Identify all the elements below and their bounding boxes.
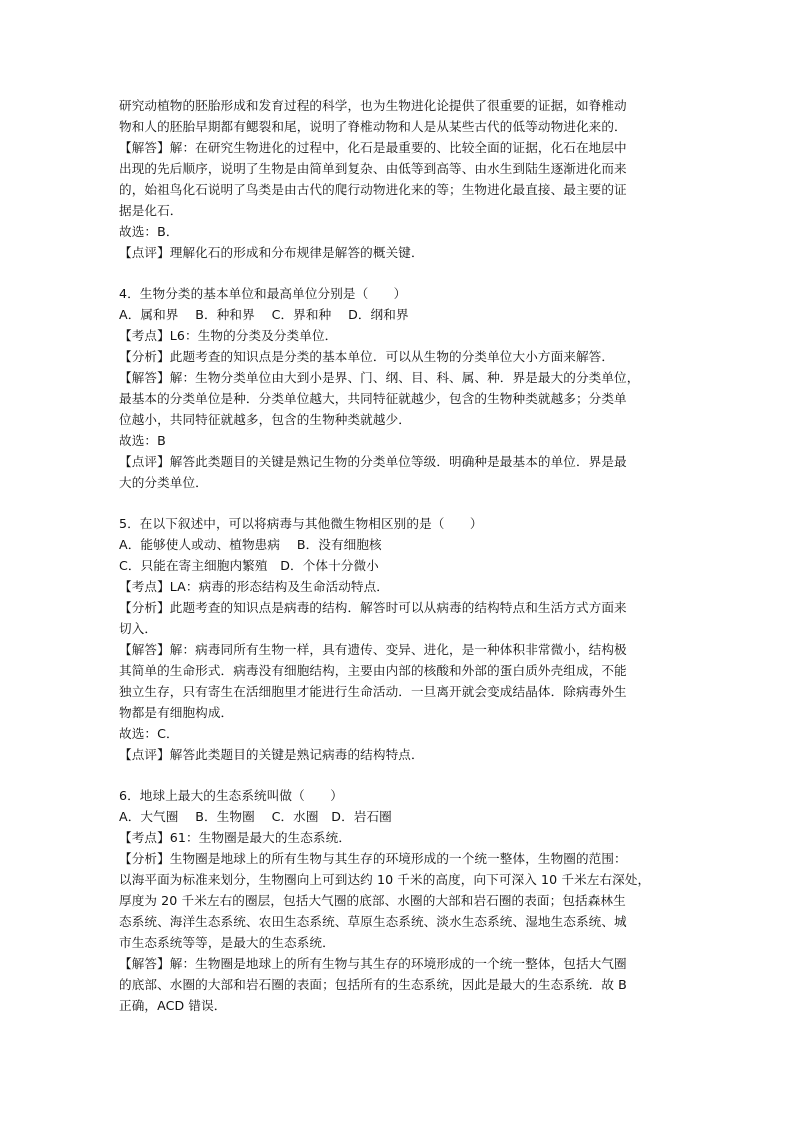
text-line: 市生态系统等等，是最大的生态系统．: [119, 935, 335, 950]
text-line: 最基本的分类单位是种．分类单位越大，共同特征就越少，包含的生物种类就越多；分类单: [119, 391, 627, 406]
text-line: 其简单的生命形式．病毒没有细胞结构，主要由内部的核酸和外部的蛋白质外壳组成，不能: [119, 663, 627, 678]
text-line: 【点评】解答此类题目的关键是熟记病毒的结构特点．: [119, 747, 424, 762]
text-line: 【点评】理解化石的形成和分布规律是解答的概关键．: [119, 245, 424, 260]
text-line: 出现的先后顺序，说明了生物是由简单到复杂、由低等到高等、由水生到陆生逐渐进化而来: [119, 161, 627, 176]
text-line: 切入．: [119, 621, 158, 636]
text-line: 位越小，共同特征就越多，包含的生物种类就越少．: [119, 412, 411, 427]
text-line: 【考点】61：生物圈是最大的生态系统．: [119, 830, 352, 845]
text-line: 物和人的胚胎早期都有鳃裂和尾，说明了脊椎动物和人是从某些古代的低等动物进化来的．: [119, 119, 627, 134]
text-line: 【解答】解：病毒同所有生物一样，具有遗传、变异、进化，是一种体积非常微小，结构极: [119, 642, 627, 657]
text-line: 以海平面为标准来划分，生物圈向上可到达约 10 千米的高度，向下可深入 10 千米左右深处，: [119, 872, 651, 887]
text-line: 正确，ACD 错误．: [119, 998, 227, 1013]
text-line: 大的分类单位．: [119, 475, 208, 490]
text-line: 6．地球上最大的生态系统叫做（ ）: [119, 788, 343, 803]
text-line: 物都是有细胞构成．: [119, 705, 234, 720]
text-line: 【分析】生物圈是地球上的所有生物与其生存的环境形成的一个统一整体，生物圈的范围：: [119, 851, 627, 866]
text-line: 故选：B．: [119, 224, 179, 239]
text-line: 研究动植物的胚胎形成和发育过程的科学，也为生物进化论提供了很重要的证据，如脊椎动: [119, 98, 627, 113]
text-line: 的底部、水圈的大部和岩石圈的表面；包括所有的生态系统，因此是最大的生态系统．故 B: [119, 977, 627, 992]
text-line: 【分析】此题考查的知识点是分类的基本单位．可以从生物的分类单位大小方面来解答．: [119, 349, 615, 364]
text-line: 【点评】解答此类题目的关键是熟记生物的分类单位等级．明确种是最基本的单位．界是最: [119, 454, 627, 469]
text-line: 的，始祖鸟化石说明了鸟类是由古代的爬行动物进化来的等；生物进化最直接、最主要的证: [119, 182, 627, 197]
text-line: 【解答】解：生物圈是地球上的所有生物与其生存的环境形成的一个统一整体，包括大气圈: [119, 956, 627, 971]
text-line: 据是化石．: [119, 203, 183, 218]
text-line: 【考点】LA：病毒的形态结构及生命活动特点．: [119, 579, 389, 594]
text-line: 态系统、海洋生态系统、农田生态系统、草原生态系统、淡水生态系统、湿地生态系统、城: [119, 914, 627, 929]
text-line: 4．生物分类的基本单位和最高单位分别是（ ）: [119, 286, 407, 301]
text-line: A．大气圈 B．生物圈 C．水圈 D．岩石圈: [119, 809, 392, 824]
text-line: 【解答】解：在研究生物进化的过程中，化石是最重要的、比较全面的证据，化石在地层中: [119, 140, 627, 155]
text-line: A．能够使人或动、植物患病 B．没有细胞核: [119, 537, 382, 552]
text-line: 独立生存，只有寄生在活细胞里才能进行生命活动．一旦离开就会变成结晶体．除病毒外生: [119, 684, 627, 699]
text-line: 厚度为 20 千米左右的圈层，包括大气圈的底部、水圈的大部和岩石圈的表面；包括森林生: [119, 893, 626, 908]
text-line: C．只能在寄主细胞内繁殖 D．个体十分微小: [119, 558, 379, 573]
text-line: 故选：B: [119, 433, 166, 448]
text-line: 【解答】解：生物分类单位由大到小是界、门、纲、目、科、属、种．界是最大的分类单位，: [119, 370, 640, 385]
text-line: 5．在以下叙述中，可以将病毒与其他微生物相区别的是（ ）: [119, 516, 483, 531]
text-line: 【考点】L6：生物的分类及分类单位．: [119, 328, 338, 343]
text-line: 故选：C．: [119, 726, 179, 741]
text-line: 【分析】此题考查的知识点是病毒的结构．解答时可以从病毒的结构特点和生活方式方面来: [119, 600, 627, 615]
text-line: A．属和界 B．种和界 C．界和种 D．纲和界: [119, 307, 409, 322]
